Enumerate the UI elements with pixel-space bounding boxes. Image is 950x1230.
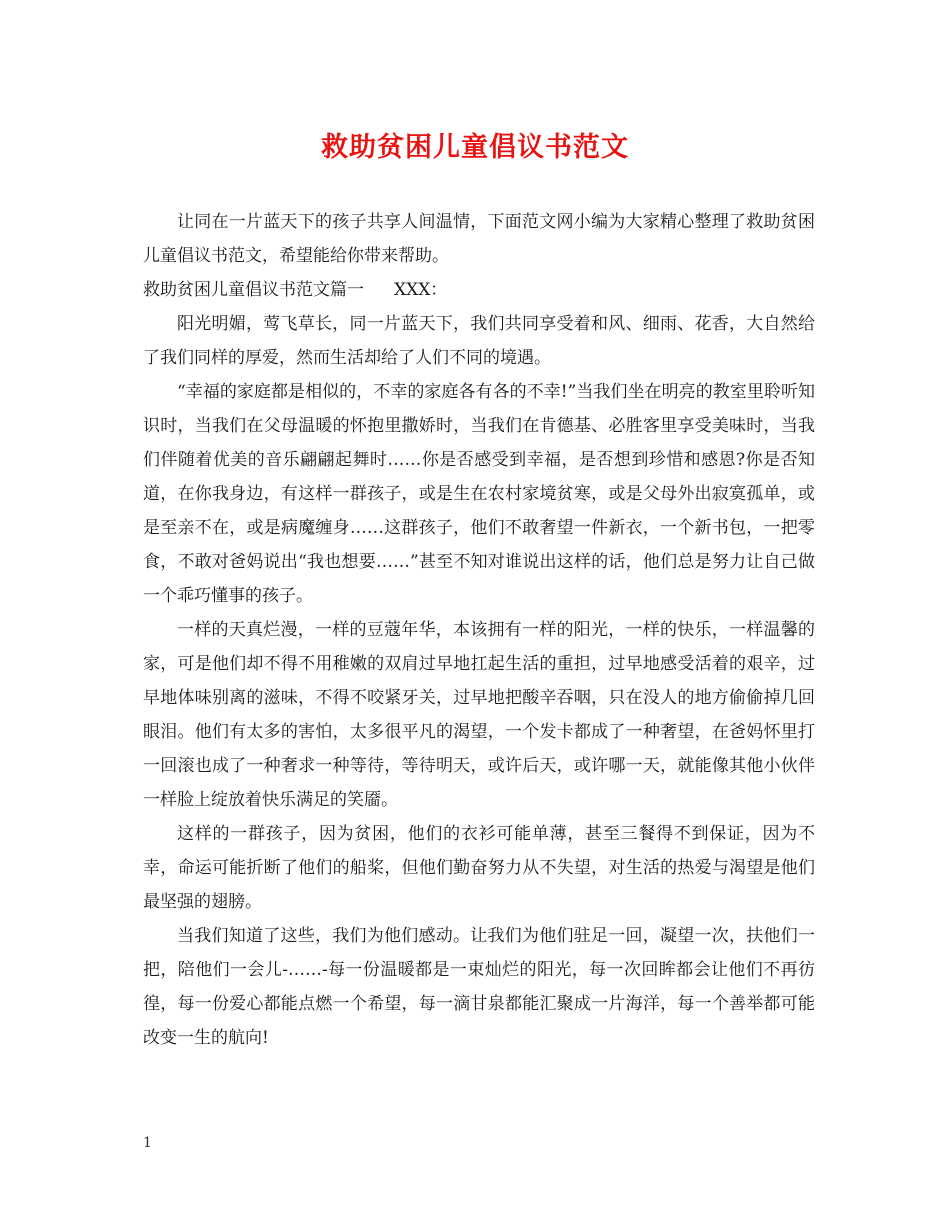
section-heading-line <box>143 273 815 307</box>
salutation: XXX： <box>394 280 448 300</box>
body-paragraph-4: 这样的一群孩子，因为贫困，他们的衣衫可能单薄，甚至三餐得不到保证，因为不幸，命运可能折断了他们的船桨，但他们勤奋努力从不失望，对生活的热爱与渴望是他们最坚强的翅膀。 <box>143 824 815 912</box>
document-title: 救助贫困儿童倡议书范文 <box>321 132 629 163</box>
body-paragraph-1: 阳光明媚，莺飞草长，同一片蓝天下，我们共同享受着和风、细雨、花香，大自然给了我们同样的厚爱，然而生活却给了人们不同的境遇。 <box>143 314 815 368</box>
page-number: 1 <box>143 1135 152 1151</box>
document-body <box>143 205 815 1055</box>
body-paragraph-5: 当我们知道了这些，我们为他们感动。让我们为他们驻足一回，凝望一次，扶他们一把，陪他们一会儿-……-每一份温暖都是一束灿烂的阳光，每一次回眸都会让他们不再彷徨，每一份爱心都能点燃一个希望，每一滴甘泉都能汇聚成一片海洋，每一个善举都可能改变一生的航向! <box>143 926 815 1048</box>
section-heading: 救助贫困儿童倡议书范文篇一 <box>143 280 364 300</box>
body-paragraph-3: 一样的天真烂漫，一样的豆蔻年华，本该拥有一样的阳光，一样的快乐，一样温馨的家，可是他们却不得不用稚嫩的双肩过早地扛起生活的重担，过早地感受活着的艰辛，过早地体味别离的滋味，不得不咬紧牙关，过早地把酸辛吞咽，只在没人的地方偷偷掉几回眼泪。他们有太多的害怕，太多很平凡的渴望，一个发卡都成了一种奢望，在爸妈怀里打一回滚也成了一种奢求一种等待，等待明天，或许后天，或许哪一天，就能像其他小伙伴一样脸上绽放着快乐满足的笑靥。 <box>143 620 815 810</box>
body-paragraph-2: “幸福的家庭都是相似的，不幸的家庭各有各的不幸!”当我们坐在明亮的教室里聆听知识时，当我们在父母温暖的怀抱里撒娇时，当我们在肯德基、必胜客里享受美味时，当我们伴随着优美的音乐翩翩起舞时……你是否感受到幸福，是否想到珍惜和感恩?你是否知道，在你我身边，有这样一群孩子，或是生在农村家境贫寒，或是父母外出寂寞孤单，或是至亲不在，或是病魔缠身……这群孩子，他们不敢奢望一件新衣，一个新书包，一把零食，不敢对爸妈说出“我也想要……”甚至不知对谁说出这样的话，他们总是努力让自己做一个乖巧懂事的孩子。 <box>143 382 815 606</box>
intro-paragraph: 让同在一片蓝天下的孩子共享人间温情，下面范文网小编为大家精心整理了救助贫困儿童倡议书范文，希望能给你带来帮助。 <box>143 212 815 266</box>
